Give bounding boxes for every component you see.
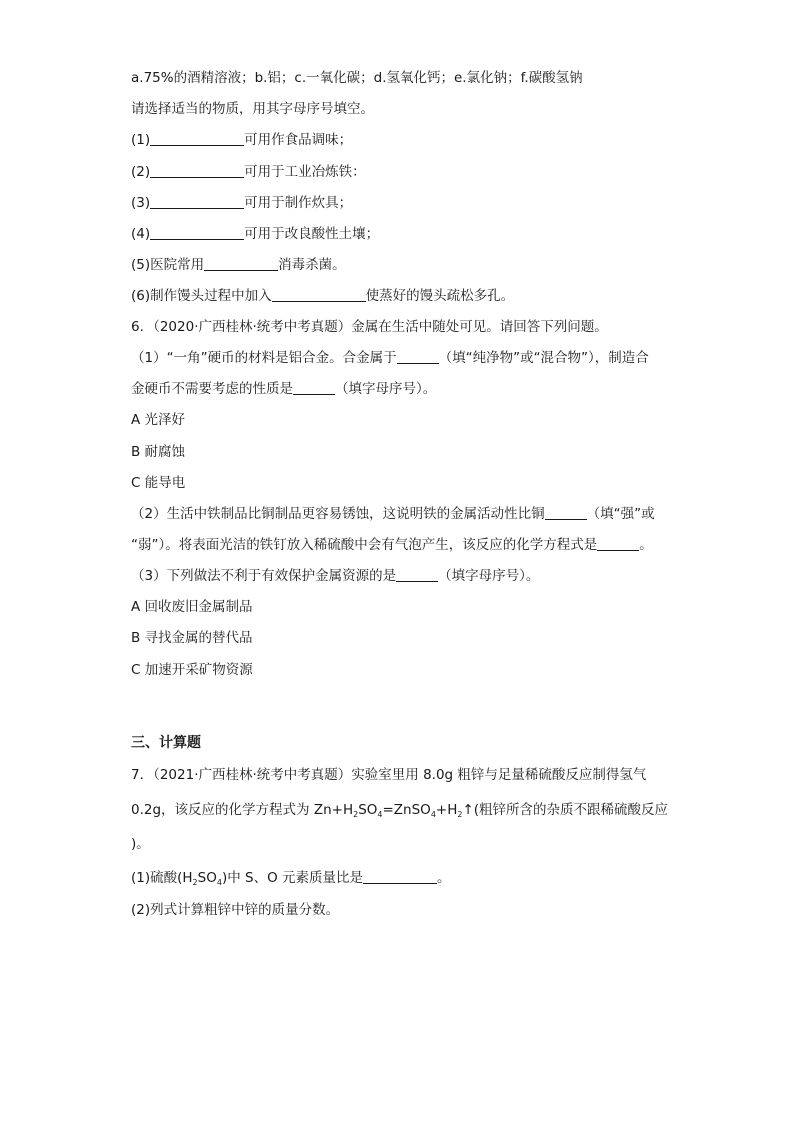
- q6-part3-option-a: A 回收废旧金属制品: [131, 599, 253, 615]
- instruction: 请选择适当的物质，用其字母序号填空。: [131, 101, 374, 117]
- q6-part3-option-b: B 寻找金属的替代品: [131, 630, 253, 646]
- answer-blank[interactable]: [396, 567, 438, 582]
- answer-blank[interactable]: [597, 536, 639, 551]
- answer-blank[interactable]: [150, 163, 244, 178]
- q6-part1-line1: （1）“一角”硬币的材料是铝合金。合金属于 （填“纯净物”或“混合物”），制造合: [131, 350, 649, 366]
- q6-part1-line2: 金硬币不需要考虑的性质是 （填字母序号）。: [131, 381, 437, 397]
- q6-part3-option-c: C 加速开采矿物资源: [131, 662, 253, 678]
- q7-line3: )。: [131, 836, 150, 852]
- answer-blank[interactable]: [293, 380, 335, 395]
- answer-blank[interactable]: [272, 287, 366, 302]
- answer-blank[interactable]: [150, 194, 244, 209]
- q6-part2-line1: （2）生活中铁制品比铜制品更容易锈蚀，这说明铁的金属活动性比铜 （填“强”或: [131, 506, 655, 522]
- q6-part2-line2: “弱”）。将表面光洁的铁钉放入稀硫酸中会有气泡产生，该反应的化学方程式是 。: [131, 537, 653, 553]
- section-heading: 三、计算题: [131, 735, 201, 751]
- answer-blank[interactable]: [363, 869, 437, 884]
- answer-blank[interactable]: [150, 131, 244, 146]
- q6-stem: 6．（2020·广西桂林·统考中考真题）金属在生活中随处可见。请回答下列问题。: [131, 319, 608, 335]
- answer-blank[interactable]: [545, 505, 587, 520]
- q6-option-b: B 耐腐蚀: [131, 444, 186, 460]
- q7-part2: (2)列式计算粗锌中锌的质量分数。: [131, 902, 340, 918]
- q7-line1: 7．（2021·广西桂林·统考中考真题）实验室里用 8.0g 粗锌与足量稀硫酸反应制得氢气: [131, 767, 647, 783]
- answer-blank[interactable]: [204, 256, 278, 271]
- answer-blank[interactable]: [150, 225, 244, 240]
- q6-part3: （3）下列做法不利于有效保护金属资源的是 （填字母序号）。: [131, 568, 540, 584]
- q5-item-6: (6)制作馒头过程中加入 使蒸好的馒头疏松多孔。: [131, 288, 515, 304]
- answer-blank[interactable]: [397, 349, 439, 364]
- q7-part1: (1)硫酸$(H_2SO_4)$中 S、O 元素质量比是 。: [131, 870, 451, 887]
- q5-item-4: (4) 可用于改良酸性土壤；: [131, 226, 380, 242]
- q6-option-c: C 能导电: [131, 475, 186, 491]
- q7-line2: 0.2g，该反应的化学方程式为 $Zn+H_2SO_4=ZnSO_4+H_2↑$(粗锌所含的杂质不跟稀硫酸反应: [131, 802, 669, 819]
- q5-item-3: (3) 可用于制作炊具；: [131, 195, 353, 211]
- q6-option-a: A 光泽好: [131, 412, 186, 428]
- substance-options: a.75%的酒精溶液；b.铝；c.一氧化碳；d.氢氧化钙；e.氯化钠；f.碳酸氢钠: [131, 70, 583, 86]
- q5-item-2: (2) 可用于工业冶炼铁：: [131, 164, 366, 180]
- q5-item-5: (5)医院常用 消毒杀菌。: [131, 257, 346, 273]
- q5-item-1: (1) 可用作食品调味；: [131, 132, 353, 148]
